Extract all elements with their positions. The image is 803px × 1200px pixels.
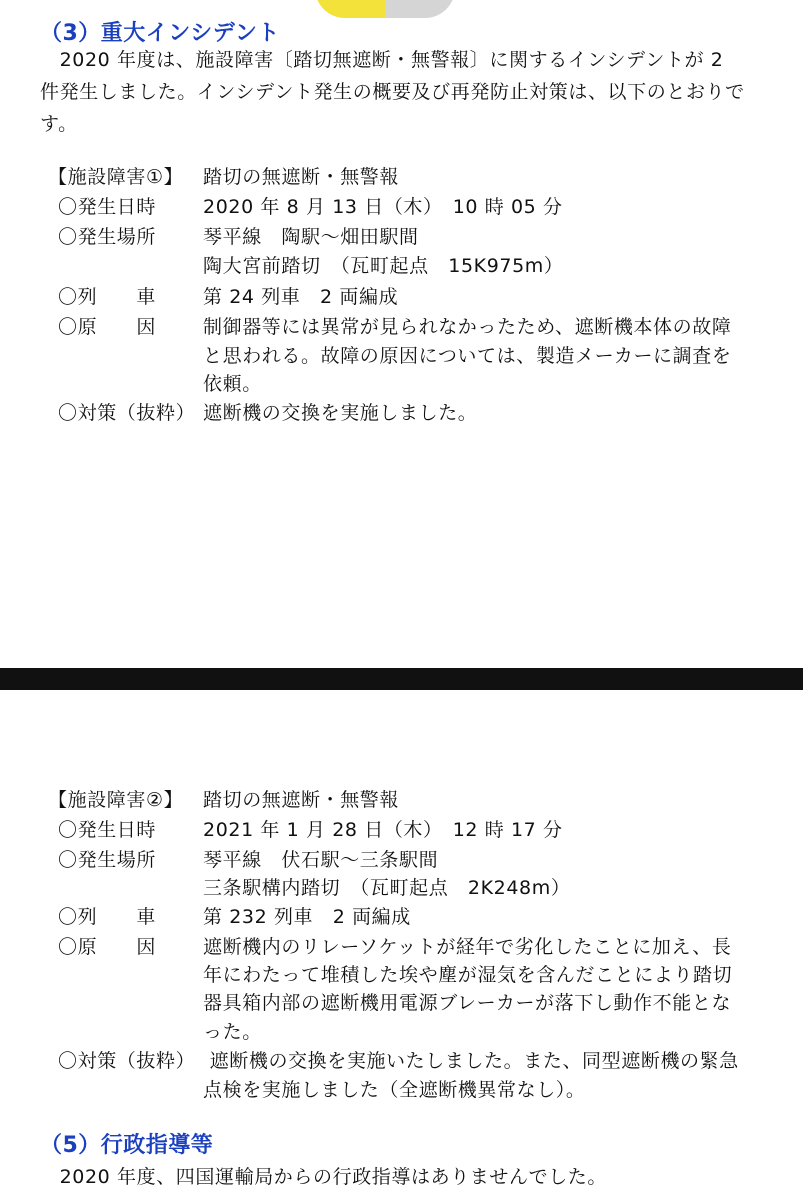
intro-line: 2020 年度は、施設障害〔踏切無遮断・無警報〕に関するインシデントが 2	[40, 49, 724, 71]
incident-1-title-label: 【施設障害①】	[48, 166, 184, 188]
incident-1-cause-line: 制御器等には異常が見られなかったため、遮断機本体の故障	[203, 316, 732, 338]
incident-2-measure-line: 遮断機の交換を実施いたしました。また、同型遮断機の緊急	[203, 1050, 739, 1072]
page-divider	[0, 668, 803, 690]
incident-1-title-value: 踏切の無遮断・無警報	[203, 166, 400, 188]
intro-line: す。	[40, 113, 78, 135]
decoration-yellow-segment	[315, 0, 385, 18]
incident-1-date-value: 2020 年 8 月 13 日（木） 10 時 05 分	[203, 196, 563, 218]
incident-1-train-label: 〇列 車	[58, 286, 157, 308]
incident-2-date-label: 〇発生日時	[58, 819, 157, 841]
incident-1-place-line: 琴平線 陶駅～畑田駅間	[203, 226, 419, 248]
section-3-heading: （3）重大インシデント	[40, 21, 280, 46]
incident-1-measure-line: 遮断機の交換を実施しました。	[203, 402, 478, 424]
incident-1-date-label: 〇発生日時	[58, 196, 157, 218]
incident-2-cause-line: 器具箱内部の遮断機用電源ブレーカーが落下し動作不能とな	[203, 992, 732, 1014]
incident-2-measure-line: 点検を実施しました（全遮断機異常なし）。	[203, 1079, 586, 1101]
incident-2-date-value: 2021 年 1 月 28 日（木） 12 時 17 分	[203, 819, 563, 841]
top-decoration	[315, 0, 455, 18]
incident-2-measure-label: 〇対策（抜粋）	[58, 1050, 196, 1072]
incident-2-place-line: 琴平線 伏石駅～三条駅間	[203, 849, 439, 871]
section-3-intro	[40, 44, 745, 140]
incident-2-train-value: 第 232 列車 2 両編成	[203, 906, 411, 928]
incident-1-place-label: 〇発生場所	[58, 226, 157, 248]
incident-2-train-label: 〇列 車	[58, 906, 157, 928]
section-5-heading: （5）行政指導等	[40, 1133, 214, 1158]
incident-2-place-line: 三条駅構内踏切 （瓦町起点 2K248m）	[203, 877, 571, 899]
incident-2-title-label: 【施設障害②】	[48, 789, 184, 811]
incident-1-train-value: 第 24 列車 2 両編成	[203, 286, 399, 308]
intro-line: 件発生しました。インシデント発生の概要及び再発防止対策は、以下のとおりで	[40, 81, 745, 103]
incident-2-cause-line: った。	[203, 1021, 262, 1043]
incident-2-title-value: 踏切の無遮断・無警報	[203, 789, 400, 811]
incident-2-cause-label: 〇原 因	[58, 936, 157, 958]
incident-1-cause-label: 〇原 因	[58, 316, 157, 338]
incident-1-place-line: 陶大宮前踏切 （瓦町起点 15K975m）	[203, 255, 564, 277]
incident-1-cause-line: と思われる。故障の原因については、製造メーカーに調査を	[203, 345, 732, 367]
incident-2-cause-line: 遮断機内のリレーソケットが経年で劣化したことに加え、長	[203, 936, 732, 958]
incident-1-cause-line: 依頼。	[203, 373, 262, 395]
incident-2-cause-line: 年にわたって堆積した埃や塵が湿気を含んだことにより踏切	[203, 964, 733, 986]
incident-2-place-label: 〇発生場所	[58, 849, 157, 871]
decoration-gray-segment	[385, 0, 455, 18]
incident-1-measure-label: 〇対策（抜粋）	[58, 402, 196, 424]
section-5-body: 2020 年度、四国運輸局からの行政指導はありませんでした。	[40, 1166, 607, 1188]
